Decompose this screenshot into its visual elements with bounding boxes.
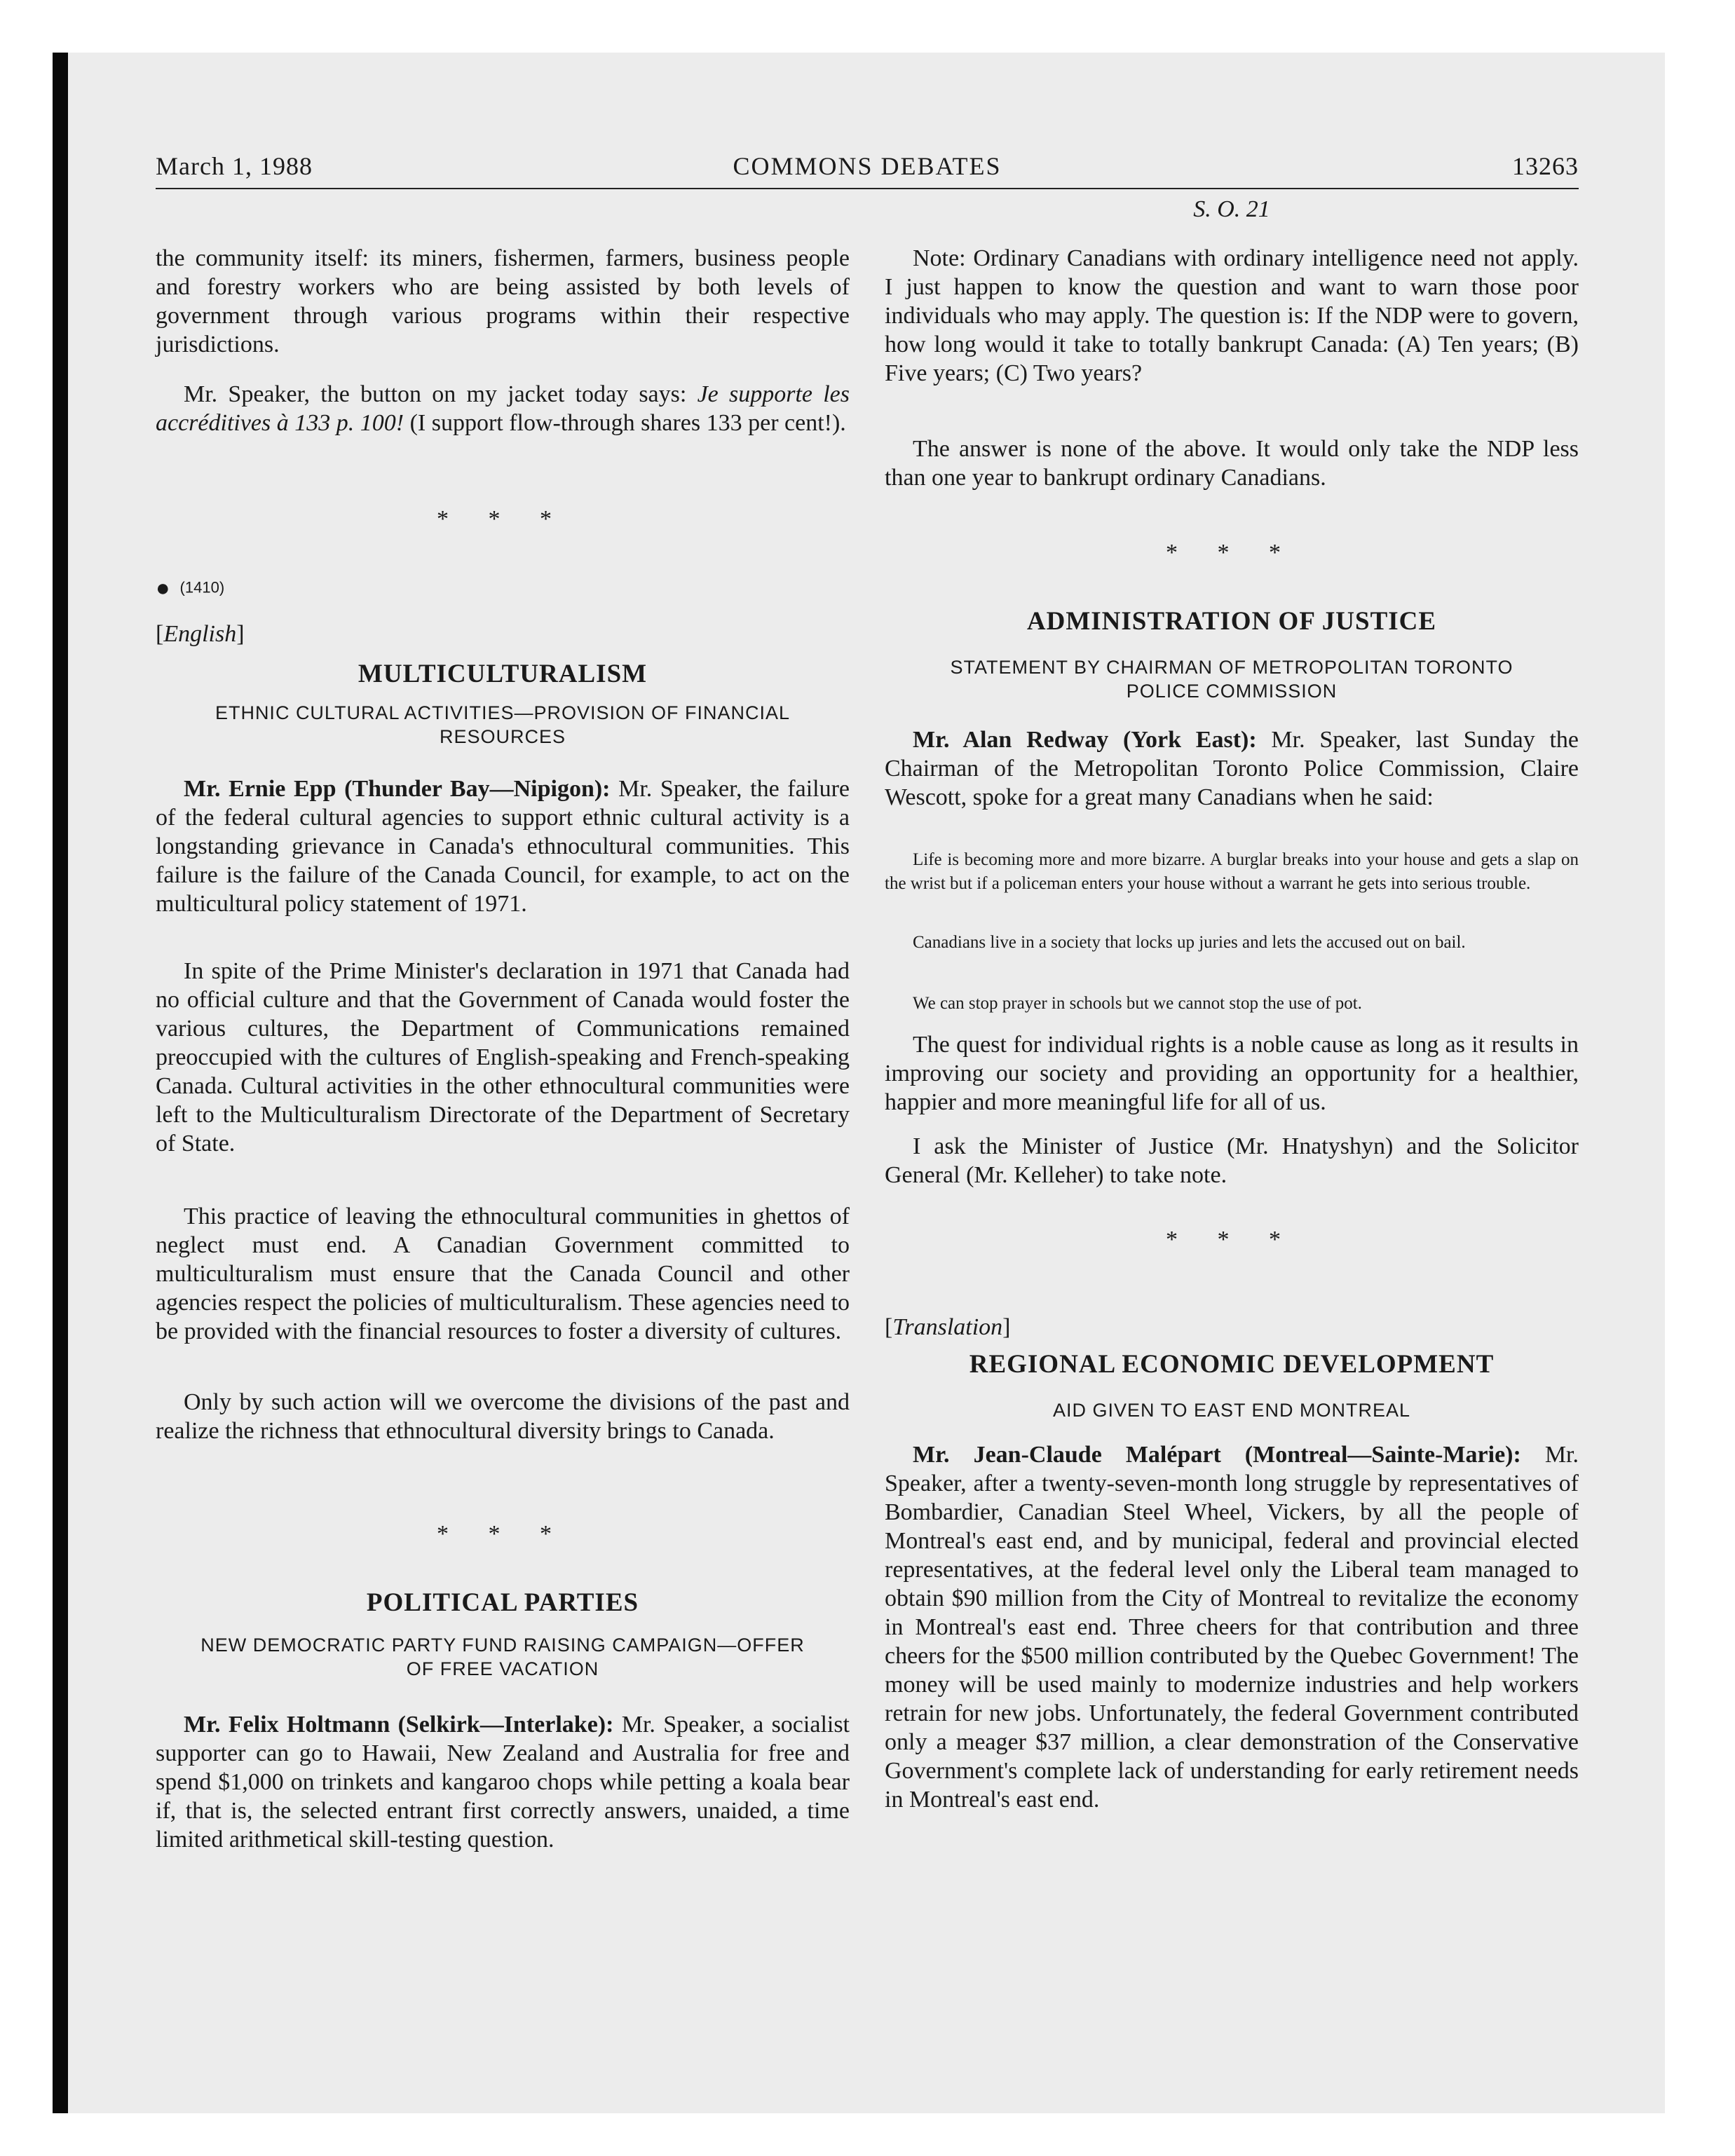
paragraph: In spite of the Prime Minister's declaration in 1971 that Canada had no official culture and that the Government of Canada would foster the various cultures, the Department of Communications remained preoccupied with the cultures of English-speaking and French-speaking Canada. Cultural activities in the other ethnocultural communities were left to the Multiculturalism Directorate of the Department of Secretary of State. bbox=[156, 958, 850, 1157]
speaker-name: Mr. Jean-Claude Malépart (Montreal—Sainte-Marie): bbox=[913, 1442, 1521, 1468]
standing-order-label: S. O. 21 bbox=[1193, 196, 1270, 222]
paragraph: The answer is none of the above. It would only take the NDP less than one year to bankrupt ordinary Canadians. bbox=[885, 436, 1579, 491]
header-title: COMMONS DEBATES bbox=[733, 152, 1002, 180]
section-heading: POLITICAL PARTIES bbox=[366, 1588, 639, 1617]
quotation: We can stop prayer in schools but we cannot stop the use of pot. bbox=[913, 994, 1362, 1013]
paragraph: the community itself: its miners, fishermen, farmers, business people and forestry workers who are being assisted by both levels of government through various programs within their respective jurisdictions. bbox=[156, 245, 850, 357]
section-heading: ADMINISTRATION OF JUSTICE bbox=[1026, 607, 1437, 636]
section-subheading: AID GIVEN TO EAST END MONTREAL bbox=[1052, 1400, 1411, 1421]
section-separator: * * * bbox=[437, 506, 569, 532]
paragraph: Mr. Felix Holtmann (Selkirk—Interlake): Mr. Speaker, a socialist supporter can go to Hawaii, New Zealand and Australia for free and spend $1,000 on trinkets and kangaroo chops while petting a koala bear if, that is, the selected entrant first correctly answers, unaided, a time limited arithmetical skill-testing question. bbox=[156, 1712, 850, 1853]
paragraph: I ask the Minister of Justice (Mr. Hnatyshyn) and the Solicitor General (Mr. Kelleher) to take note. bbox=[885, 1133, 1579, 1188]
paragraph: The quest for individual rights is a noble cause as long as it results in improving our society and providing an opportunity for a healthier, happier and more meaningful life for all of us. bbox=[885, 1032, 1579, 1115]
section-subheading: NEW DEMOCRATIC PARTY FUND RAISING CAMPAIGN—OFFER OF FREE VACATION bbox=[200, 1635, 805, 1679]
section-heading: MULTICULTURALISM bbox=[358, 660, 648, 688]
paragraph: Note: Ordinary Canadians with ordinary intelligence need not apply. I just happen to know the question and want to warn those poor individuals who may apply. The question is: If the NDP were to govern, how long would it take to totally bankrupt Canada: (A) Ten years; (B) Five years; (C) Two years? bbox=[885, 245, 1579, 386]
speaker-name: Mr. Felix Holtmann (Selkirk—Interlake): bbox=[184, 1712, 614, 1738]
paragraph: This practice of leaving the ethnocultural communities in ghettos of neglect must end. A Canadian Government committed to multiculturalism must ensure that the Canada Council and other agencies respect the policies of multiculturalism. These agencies need to be provided with the financial resources to foster a diversity of cultures. bbox=[156, 1203, 850, 1344]
section-subheading: ETHNIC CULTURAL ACTIVITIES—PROVISION OF FINANCIAL RESOURCES bbox=[215, 702, 791, 747]
speaker-name: Mr. Alan Redway (York East): bbox=[913, 727, 1257, 753]
quotation: Life is becoming more and more bizarre. A burglar breaks into your house and gets a slap on the wrist but if a policeman enters your house without a warrant he gets into serious trouble. bbox=[885, 850, 1579, 893]
header-page-number: 13263 bbox=[1512, 152, 1579, 180]
section-subheading: STATEMENT BY CHAIRMAN OF METROPOLITAN TORONTO POLICE COMMISSION bbox=[950, 657, 1513, 702]
running-head bbox=[156, 147, 1579, 189]
quotation: Canadians live in a society that locks up juries and lets the accused out on bail. bbox=[913, 933, 1466, 952]
header-date: March 1, 1988 bbox=[156, 152, 313, 180]
language-marker: [English] bbox=[156, 621, 245, 647]
speaker-name: Mr. Ernie Epp (Thunder Bay—Nipigon): bbox=[184, 776, 611, 802]
bullet-icon: ● bbox=[156, 575, 170, 601]
paragraph: Mr. Alan Redway (York East): Mr. Speaker, last Sunday the Chairman of the Metropolitan Toronto Police Commission, Claire Wescott, spoke for a great many Canadians when he said: bbox=[885, 727, 1579, 810]
paragraph: Mr. Ernie Epp (Thunder Bay—Nipigon): Mr. Speaker, the failure of the federal cultural agencies to support ethnic cultural activity is a longstanding grievance in Canada's ethnocultural communities. This failure is the failure of the Canada Council, for example, to act on the multicultural policy statement of 1971. bbox=[156, 776, 850, 917]
time-marker: ● (1410) bbox=[156, 575, 225, 601]
document-page bbox=[156, 147, 1579, 1970]
section-separator: * * * bbox=[437, 1521, 569, 1547]
scan-edge-bar bbox=[53, 53, 68, 2113]
paragraph: Mr. Speaker, the button on my jacket today says: Je supporte les accréditives à 133 p. 100! (I support flow-through shares 133 per cent!). bbox=[156, 381, 850, 436]
section-separator: * * * bbox=[1166, 1227, 1298, 1253]
paragraph: Mr. Jean-Claude Malépart (Montreal—Sainte-Marie): Mr. Speaker, after a twenty-seven-month long struggle by representatives of Bombardier, Canadian Steel Wheel, Vickers, by all the people of Montreal's east end, and by municipal, federal and provincial elected representatives, at the federal level only the Liberal team managed to obtain $90 million from the City of Montreal to revitalize the economy in Montreal's east end. Three cheers for that contribution and three cheers for the $500 million contributed by the Quebec Government! The money will be used mainly to modernize industries and help workers retrain for new jobs. Unfortunately, the federal Government contributed only a meager $37 million, a clear demonstration of the Conservative Government's complete lack of understanding for early retirement needs in Montreal's east end. bbox=[885, 1442, 1579, 1813]
language-marker: [Translation] bbox=[885, 1314, 1011, 1340]
section-heading: REGIONAL ECONOMIC DEVELOPMENT bbox=[969, 1350, 1495, 1379]
section-separator: * * * bbox=[1166, 540, 1298, 566]
paragraph: Only by such action will we overcome the divisions of the past and realize the richness that ethnocultural diversity brings to Canada. bbox=[156, 1389, 850, 1444]
